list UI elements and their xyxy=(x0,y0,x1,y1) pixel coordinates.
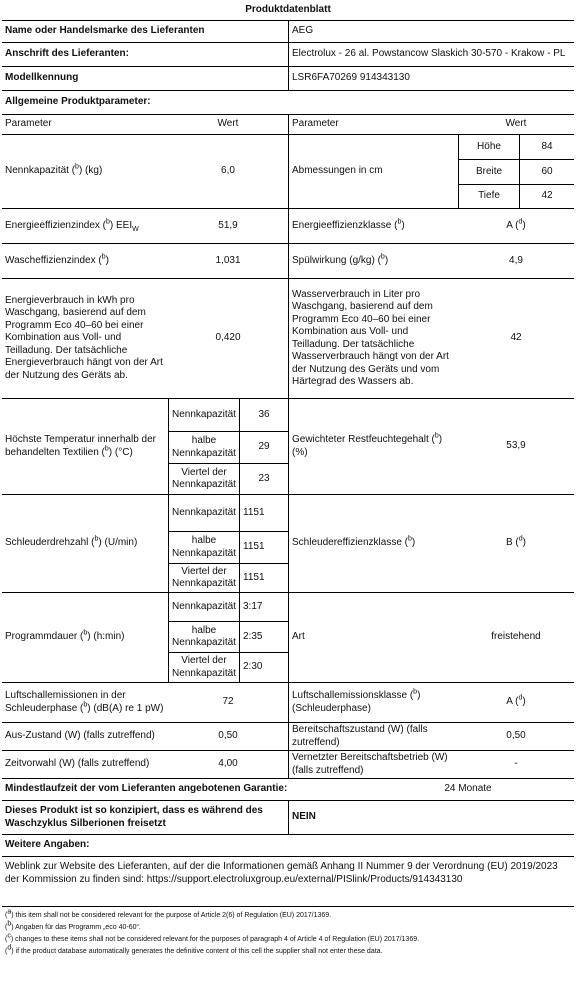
wash-index-value: 1,031 xyxy=(215,254,241,266)
warranty-label: Mindestlaufzeit der vom Lieferanten angebotenen Garantie: xyxy=(5,783,288,795)
prog-half-value: 2:35 xyxy=(239,622,288,652)
prog-rated-label: Nennkapazität xyxy=(172,600,236,612)
height-label: Höhe xyxy=(477,140,501,152)
program-label: Programmdauer ($^b$) (h:min) xyxy=(5,629,125,643)
eei-value: 51,9 xyxy=(218,219,238,231)
prog-quarter-row xyxy=(169,652,288,682)
sheet-title: Produktdatenblatt xyxy=(2,0,574,21)
program-box xyxy=(168,593,288,682)
wash-index-row xyxy=(2,244,574,279)
rinse-label: Spülwirkung (g/kg) ($^b$) xyxy=(288,244,458,278)
more-info-row xyxy=(2,835,574,857)
program-row xyxy=(2,593,574,683)
moisture-value: 53,9 xyxy=(506,440,526,452)
noise-class-value: A ($^d$) xyxy=(506,694,526,708)
off-mode-value: 0,50 xyxy=(218,730,238,742)
type-value: freistehend xyxy=(491,631,541,643)
temperature-box xyxy=(168,399,288,494)
general-params-label: Allgemeine Produktparameter: xyxy=(5,96,151,108)
dimensions-box xyxy=(458,135,574,208)
spin-class-value: B ($^d$) xyxy=(505,535,527,549)
prog-rated-value: 3:17 xyxy=(239,593,288,621)
model-value: LSR6FA70269 914343130 xyxy=(288,67,574,90)
supplier-name-label: Name oder Handelsmarke des Lieferanten xyxy=(5,25,205,37)
water-consumption-value: 42 xyxy=(510,332,522,344)
more-info-label: Weitere Angaben: xyxy=(5,839,90,851)
dimensions-label: Abmessungen in cm xyxy=(288,135,458,208)
warranty-row xyxy=(2,779,574,801)
spin-rated-label: Nennkapazität xyxy=(172,506,236,518)
temp-quarter-value: 23 xyxy=(239,464,288,494)
eei-row xyxy=(2,209,574,244)
consumption-row xyxy=(2,279,574,399)
product-data-sheet xyxy=(2,0,574,958)
temp-rated-row xyxy=(169,399,288,431)
network-standby-label: Vernetzter Bereitschaftsbetrieb (W) (falls zutreffend) xyxy=(288,751,458,778)
prog-quarter-label: Viertel der Nennkapazität xyxy=(172,655,236,679)
supplier-name-row xyxy=(2,21,574,43)
spin-class-label: Schleudereffizienzklasse ($^b$) xyxy=(288,495,458,592)
silver-ions-value: NEIN xyxy=(288,801,574,834)
noise-row xyxy=(2,683,574,723)
prog-rated-row xyxy=(169,593,288,621)
temp-rated-label: Nennkapazität xyxy=(172,408,236,420)
noise-label: Luftschallemissionen in der Schleuderphase ($^b$) (dB(A) re 1 pW) xyxy=(5,690,164,714)
noise-class-label: Luftschallemissionsklasse ($^b$) (Schleuderphase) xyxy=(288,683,458,722)
spin-quarter-label: Viertel der Nennkapazität xyxy=(172,565,236,589)
temp-half-value: 29 xyxy=(239,432,288,463)
col-value-right: Wert xyxy=(505,118,527,130)
silver-ions-row xyxy=(2,801,574,835)
prog-quarter-value: 2:30 xyxy=(239,653,288,682)
temp-half-row xyxy=(169,431,288,463)
footnote-b: (b) Angaben für das Programm „eco 40-60“. xyxy=(5,920,141,931)
table-header-row xyxy=(2,115,574,135)
width-row xyxy=(459,159,574,184)
depth-label: Tiefe xyxy=(478,190,500,202)
temperature-label: Höchste Temperatur innerhalb der behandelten Textilien ($^b$) (°C) xyxy=(5,434,157,458)
col-param-left: Parameter xyxy=(5,118,52,130)
spin-quarter-value: 1151 xyxy=(239,564,288,592)
off-mode-label: Aus-Zustand (W) (falls zutreffend) xyxy=(5,730,155,742)
energy-consumption-label: Energieverbrauch in kWh pro Waschgang, basierend auf dem Programm Eco 40–60 bei einer Kombination aus Voll- und Teilladung. Der tatsächliche Energieverbrauch hängt von der Art der Nutzung des Geräts ab. xyxy=(5,294,163,381)
footnote-a: (a) this item shall not be considered relevant for the purpose of Article 2(6) of Regulation (EU) 2017/1369. xyxy=(5,908,332,919)
supplier-address-value: Electrolux - 26 al. Powstancow Slaskich 30-570 - Krakow - PL xyxy=(288,43,574,66)
noise-value: 72 xyxy=(222,696,234,708)
spin-label: Schleuderdrehzahl ($^b$) (U/min) xyxy=(5,535,138,549)
temp-half-label: halbe Nennkapazität xyxy=(172,435,236,459)
temp-quarter-row xyxy=(169,463,288,494)
height-value: 84 xyxy=(519,135,574,159)
prog-half-row xyxy=(169,621,288,652)
temperature-row xyxy=(2,399,574,495)
height-row xyxy=(459,135,574,159)
delay-row xyxy=(2,751,574,779)
eei-label: Energieeffizienzindex ($^b$) $EEI_W$ xyxy=(5,218,139,233)
prog-half-label: halbe Nennkapazität xyxy=(172,624,236,648)
moisture-label: Gewichteter Restfeuchtegehalt ($^b$) (%) xyxy=(288,399,458,494)
standby-value: 0,50 xyxy=(506,730,526,742)
supplier-name-value: AEG xyxy=(288,21,574,42)
general-params-row xyxy=(2,91,574,115)
water-consumption-label: Wasserverbrauch in Liter pro Waschgang, basierend auf dem Programm Eco 40–60 bei einer Kombination aus Voll- und Teilladung. Der tatsächliche Wasserverbrauch hängt von der Art der Nutzung des Geräts und vom Härtegrad des Wassers ab. xyxy=(288,279,458,398)
temp-rated-value: 36 xyxy=(239,399,288,431)
warranty-value: 24 Monate xyxy=(444,783,492,795)
type-label: Art xyxy=(288,593,458,682)
width-value: 60 xyxy=(519,160,574,184)
wash-index-label: Wascheffizienzindex ($^b$) xyxy=(5,253,109,266)
rinse-value: 4,9 xyxy=(509,254,523,266)
col-value-left: Wert xyxy=(217,118,239,130)
capacity-row xyxy=(2,135,574,209)
spin-box xyxy=(168,495,288,592)
spin-rated-row xyxy=(169,495,288,531)
energy-consumption-value: 0,420 xyxy=(215,332,241,344)
spin-rated-value: 1151 xyxy=(239,495,288,531)
delay-label: Zeitvorwahl (W) (falls zutreffend) xyxy=(5,758,150,770)
off-mode-row xyxy=(2,723,574,751)
energy-class-label: Energieeffizienzklasse ($^b$) xyxy=(288,209,458,243)
width-label: Breite xyxy=(475,165,503,177)
footnote-d: (d) if the product database automatically generates the definitive content of this cell the supplier shall not enter these data. xyxy=(5,944,383,955)
spin-row xyxy=(2,495,574,593)
spin-half-value: 1151 xyxy=(239,532,288,563)
capacity-value: 6,0 xyxy=(221,165,235,177)
supplier-address-label: Anschrift des Lieferanten: xyxy=(5,48,129,60)
silver-ions-label: Dieses Produkt ist so konzipiert, dass es während des Waschzyklus Silberionen freisetzt xyxy=(5,805,263,829)
depth-row xyxy=(459,184,574,208)
depth-value: 42 xyxy=(519,185,574,208)
delay-value: 4,00 xyxy=(218,758,238,770)
temp-quarter-label: Viertel der Nennkapazität xyxy=(172,466,236,490)
spin-half-row xyxy=(169,531,288,563)
network-standby-value: - xyxy=(514,758,518,770)
footnotes xyxy=(2,907,574,958)
footnote-divider xyxy=(2,899,574,907)
model-row xyxy=(2,67,574,91)
col-param-right: Parameter xyxy=(288,115,458,134)
spin-half-label: halbe Nennkapazität xyxy=(172,535,236,559)
model-label: Modellkennung xyxy=(5,72,79,84)
energy-class-value: A ($^d$) xyxy=(506,218,526,231)
supplier-address-row xyxy=(2,43,574,67)
capacity-label: Nennkapazität ($^b$) (kg) xyxy=(5,163,103,177)
spin-quarter-row xyxy=(169,563,288,592)
standby-label: Bereitschaftszustand (W) (falls zutreffend) xyxy=(288,723,458,750)
more-info-text: Weblink zur Website des Lieferanten, auf der die Informationen gemäß Anhang II Nummer 9 der Verordnung (EU) 2019/2023 der Kommission zu finden sind: https://support.electroluxgroup.eu/external/PISlink/Products/914343130 xyxy=(5,861,558,885)
footnote-c: (c) changes to these items shall not be considered relevant for the purposes of paragraph 4 of Article 4 of Regulation (EU) 2017/1369. xyxy=(5,932,420,943)
